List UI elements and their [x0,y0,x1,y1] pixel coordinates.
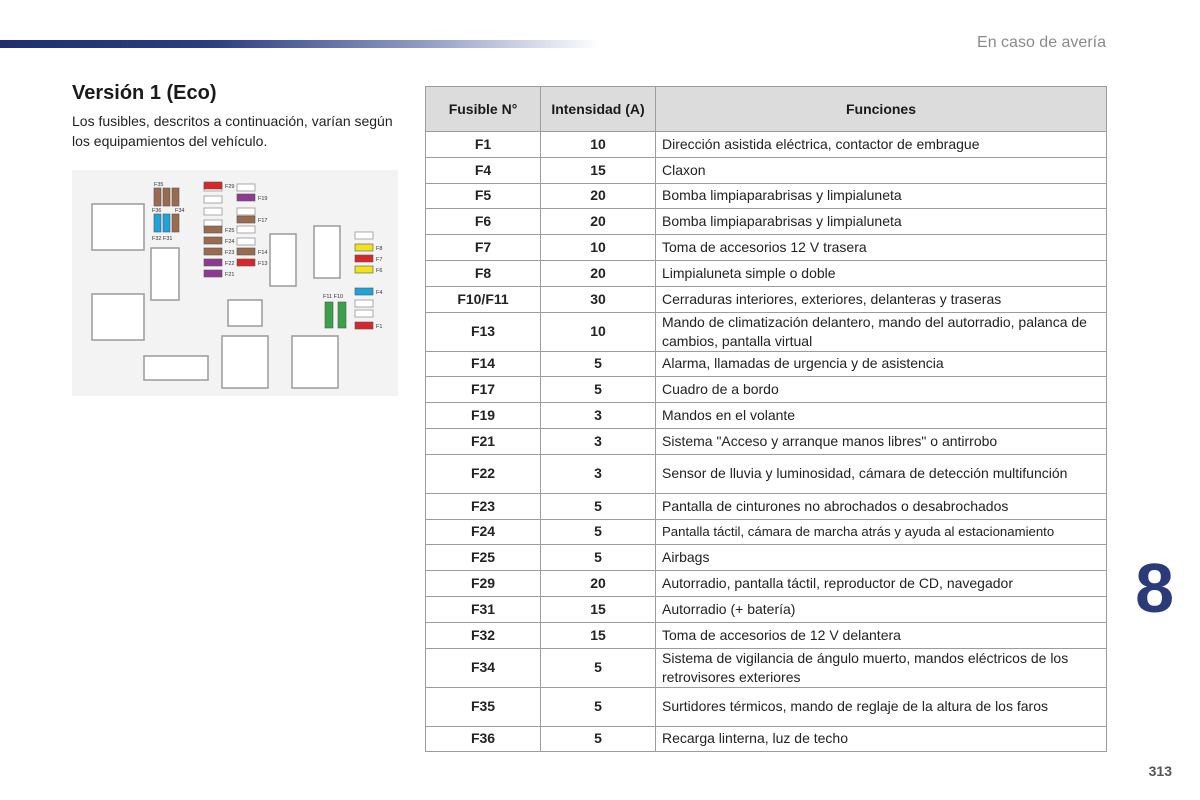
fuse-f35 [154,188,161,206]
intensity-cell: 5 [541,545,656,571]
fuse-f10 [338,302,346,328]
chapter-tab-number: 8 [1135,549,1174,627]
label-f21: F21 [225,272,235,278]
intensity-cell: 20 [541,571,656,597]
intensity-cell: 5 [541,648,656,687]
function-cell: Dirección asistida eléctrica, contactor de embrague [656,132,1107,158]
function-cell: Autorradio (+ batería) [656,596,1107,622]
relay-box [270,234,296,286]
table-row [426,493,1107,519]
fuse-table [425,86,1107,752]
label-f32-f31: F32 F31 [152,236,173,242]
function-cell: Sistema de vigilancia de ángulo muerto, mandos eléctricos de los retrovisores exteriores [656,648,1107,687]
fuse-number-cell: F24 [426,519,541,545]
fuse-number-cell: F1 [426,132,541,158]
fuse-f14 [237,248,255,255]
table-row [426,260,1107,286]
fuse-f35 [163,188,170,206]
function-cell: Limpialuneta simple o doble [656,260,1107,286]
function-cell: Toma de accesorios 12 V trasera [656,235,1107,261]
function-cell: Toma de accesorios de 12 V delantera [656,622,1107,648]
intensity-cell: 5 [541,493,656,519]
fuse-number-cell: F29 [426,571,541,597]
function-cell: Surtidores térmicos, mando de reglaje de la altura de los faros [656,687,1107,726]
intensity-cell: 10 [541,235,656,261]
relay-box [144,356,208,380]
function-cell: Sistema "Acceso y arranque manos libres" o antirrobo [656,428,1107,454]
fuse-f8 [355,244,373,251]
fuse-number-cell: F13 [426,312,541,351]
intensity-cell: 20 [541,183,656,209]
label-f29: F29 [225,184,235,190]
relay-box [228,300,262,326]
fuse-number-cell: F22 [426,454,541,493]
header-fuse-number: Fusible N° [426,87,541,132]
label-f36: F36 [152,208,162,214]
relay-box [92,204,144,250]
fuse-f1 [355,322,373,329]
fuse-f11 [325,302,333,328]
label-f14: F14 [258,250,268,256]
fuse-number-cell: F36 [426,726,541,752]
label-f4: F4 [376,290,383,296]
label-f25: F25 [225,228,235,234]
table-row [426,377,1107,403]
fuse-number-cell: F31 [426,596,541,622]
intensity-cell: 5 [541,726,656,752]
function-cell: Sensor de lluvia y luminosidad, cámara de detección multifunción [656,454,1107,493]
function-cell: Bomba limpiaparabrisas y limpialuneta [656,209,1107,235]
fuse-number-cell: F7 [426,235,541,261]
label-f35: F35 [154,182,164,188]
relay-box [222,336,268,388]
table-row [426,519,1107,545]
fuse-number-cell: F4 [426,157,541,183]
fuse-number-cell: F10/F11 [426,286,541,312]
fuse-number-cell: F5 [426,183,541,209]
label-f22: F22 [225,261,235,267]
label-f1: F1 [376,324,383,330]
chapter-title: En caso de avería [977,34,1106,51]
fuse-f34 [172,214,179,232]
fuse-f21 [204,270,222,277]
function-cell: Bomba limpiaparabrisas y limpialuneta [656,183,1107,209]
header-functions: Funciones [656,87,1107,132]
table-row [426,596,1107,622]
relay-box [92,294,144,340]
label-f24: F24 [225,239,235,245]
intensity-cell: 15 [541,157,656,183]
fuse-number-cell: F21 [426,428,541,454]
table-row [426,403,1107,429]
fuse-f29 [204,182,222,189]
relay-box [151,248,179,300]
intensity-cell: 5 [541,377,656,403]
intensity-cell: 10 [541,132,656,158]
fuse-number-cell: F25 [426,545,541,571]
intensity-cell: 20 [541,260,656,286]
function-cell: Autorradio, pantalla táctil, reproductor de CD, navegador [656,571,1107,597]
intensity-cell: 10 [541,312,656,351]
intensity-cell: 30 [541,286,656,312]
fuse-number-cell: F19 [426,403,541,429]
intensity-cell: 3 [541,403,656,429]
intensity-cell: 5 [541,687,656,726]
function-cell: Cerraduras interiores, exteriores, delanteras y traseras [656,286,1107,312]
table-row [426,286,1107,312]
intro-text: Los fusibles, descritos a continuación, varían según los equipamientos del vehículo. [72,113,393,149]
fuse-f17 [237,216,255,223]
function-cell: Cuadro de a bordo [656,377,1107,403]
fuse-f7 [355,255,373,262]
function-cell: Pantalla de cinturones no abrochados o desabrochados [656,493,1107,519]
function-cell: Airbags [656,545,1107,571]
relay-box [292,336,338,388]
table-row [426,312,1107,351]
fuse-number-cell: F8 [426,260,541,286]
table-row [426,648,1107,687]
page-number: 313 [1148,763,1172,779]
table-row [426,726,1107,752]
label-f34: F34 [175,208,185,214]
fuse-number-cell: F6 [426,209,541,235]
label-f8: F8 [376,246,383,252]
relay-box [314,226,340,278]
label-f6: F6 [376,268,383,274]
fuse-number-cell: F34 [426,648,541,687]
table-row [426,209,1107,235]
intensity-cell: 15 [541,596,656,622]
label-f23: F23 [225,250,235,256]
fuse-number-cell: F32 [426,622,541,648]
fuse-f13 [237,259,255,266]
intensity-cell: 5 [541,519,656,545]
label-f17: F17 [258,218,268,224]
function-cell: Alarma, llamadas de urgencia y de asistencia [656,351,1107,377]
table-row [426,687,1107,726]
intensity-cell: 3 [541,428,656,454]
fuse-f25 [204,226,222,233]
fuse-f4 [355,288,373,295]
function-cell: Claxon [656,157,1107,183]
label-f11-f10: F11 F10 [323,294,344,300]
table-row [426,622,1107,648]
table-row [426,157,1107,183]
table-row [426,454,1107,493]
intensity-cell: 5 [541,351,656,377]
label-f7: F7 [376,257,383,263]
fuse-f22 [204,259,222,266]
fuse-box-diagram [72,170,398,396]
header-accent-bar [0,40,600,48]
header-intensity: Intensidad (A) [541,87,656,132]
fuse-number-cell: F17 [426,377,541,403]
fuse-table-header [426,87,1107,132]
fuse-f36 [154,214,161,232]
table-row [426,132,1107,158]
fuse-f19 [237,194,255,201]
fuse-f35 [172,188,179,206]
intensity-cell: 3 [541,454,656,493]
function-cell: Pantalla táctil, cámara de marcha atrás y ayuda al estacionamiento [656,519,1107,545]
function-cell: Mando de climatización delantero, mando del autorradio, palanca de cambios, pantalla virtual [656,312,1107,351]
section-title: Versión 1 (Eco) [72,82,217,104]
table-row [426,351,1107,377]
table-row [426,428,1107,454]
fuse-box-svg [72,170,398,396]
label-f19: F19 [258,196,268,202]
intensity-cell: 15 [541,622,656,648]
fuse-f6 [355,266,373,273]
fuse-number-cell: F23 [426,493,541,519]
table-row [426,571,1107,597]
fuse-table-body [426,132,1107,752]
table-row [426,183,1107,209]
label-f13: F13 [258,261,268,267]
fuse-f23 [204,248,222,255]
function-cell: Recarga linterna, luz de techo [656,726,1107,752]
fuse-f24 [204,237,222,244]
function-cell: Mandos en el volante [656,403,1107,429]
intensity-cell: 20 [541,209,656,235]
fuse-f36 [163,214,170,232]
table-row [426,545,1107,571]
fuse-number-cell: F35 [426,687,541,726]
fuse-number-cell: F14 [426,351,541,377]
table-row [426,235,1107,261]
